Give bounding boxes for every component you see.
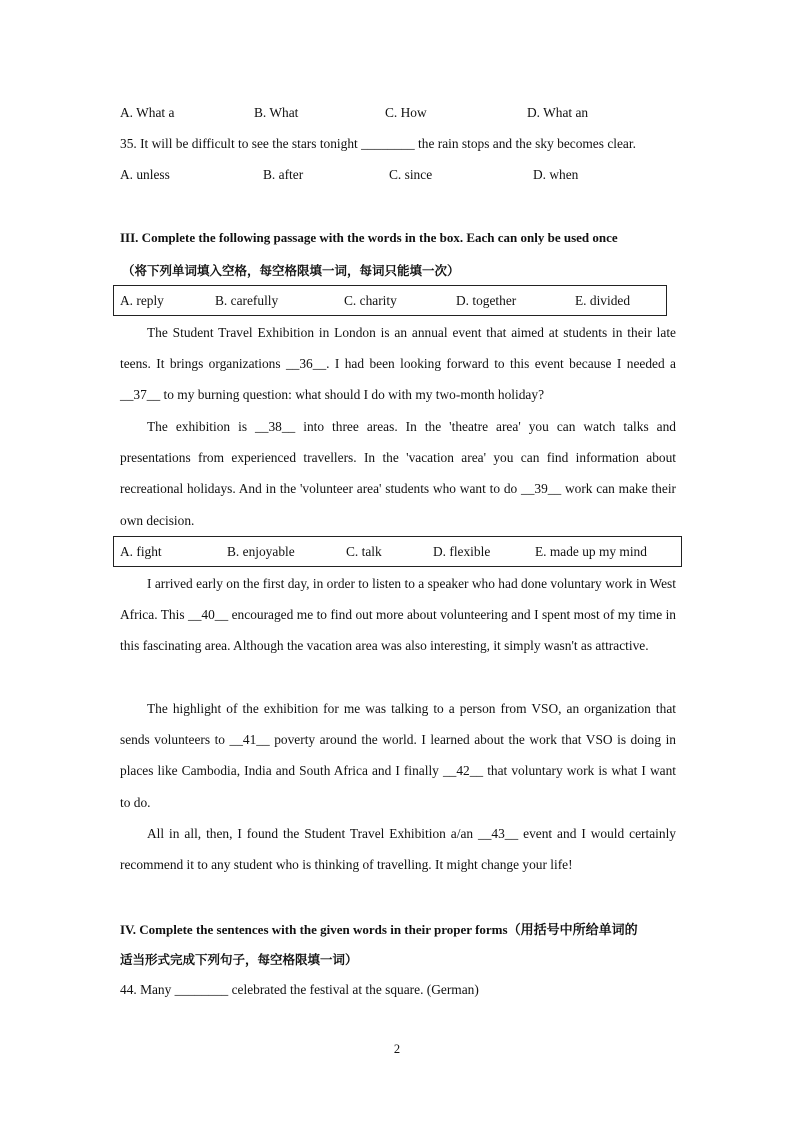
passage-paragraph-5: All in all, then, I found the Student Travel Exhibition a/an __43__ event and I would certainly recommend it to any student who is thinking of travelling. It might change your life! xyxy=(120,826,676,873)
passage-paragraph-1: The Student Travel Exhibition in London is an annual event that aimed at students in their late teens. It brings organizations __36__. I had been looking forward to this event because I needed a __37__ to my burning question: what should I do with my two-month holiday? xyxy=(120,325,676,403)
word-box-2-option-d: D. flexible xyxy=(433,544,491,559)
passage-paragraph-4: The highlight of the exhibition for me was talking to a person from VSO, an organization that sends volunteers to __41__ poverty around the world. I learned about the work that VSO is doing in places like Cambodia, India and South Africa and I finally __42__ that voluntary work is what I want to do. xyxy=(120,701,676,810)
q44-sentence: 44. Many ________ celebrated the festival at the square. (German) xyxy=(120,982,479,997)
passage-paragraph-3: I arrived early on the first day, in order to listen to a speaker who had done voluntary work in West Africa. This __40__ encouraged me to find out more about volunteering and I spent most of my time in this fascinating area. Although the vacation area was also interesting, it simply wasn't as attractive. xyxy=(120,576,676,654)
word-box-1-option-c: C. charity xyxy=(344,293,397,308)
q34-option-b: B. What xyxy=(254,105,299,120)
q35-option-b: B. after xyxy=(263,167,304,182)
passage-paragraph-2: The exhibition is __38__ into three areas. In the 'theatre area' you can watch talks and presentations from experienced travellers. In the 'vacation area' you can find information about recreational holidays. And in the 'volunteer area' students who want to do __39__ work can make their own decision. xyxy=(120,419,676,528)
q34-option-a: A. What a xyxy=(120,105,175,120)
q35-stem: 35. It will be difficult to see the stars tonight ________ the rain stops and the sky becomes clear. xyxy=(120,136,636,151)
word-box-2-option-e: E. made up my mind xyxy=(535,544,647,559)
word-box-1-option-d: D. together xyxy=(456,293,517,308)
section3-heading-cn: （将下列单词填入空格，每空格限填一词，每词只能填一次） xyxy=(122,263,460,278)
q34-option-d: D. What an xyxy=(527,105,589,120)
word-box-2 xyxy=(113,536,682,567)
section4-heading-line2: 适当形式完成下列句子，每空格限填一词） xyxy=(120,952,358,967)
word-box-1 xyxy=(113,285,667,316)
word-box-1-option-e: E. divided xyxy=(575,293,631,308)
word-box-1-option-b: B. carefully xyxy=(215,293,279,308)
word-box-1-option-a: A. reply xyxy=(120,293,164,308)
word-box-2-option-b: B. enjoyable xyxy=(227,544,295,559)
page-number: 2 xyxy=(393,1042,401,1056)
section3-heading: III. Complete the following passage with the words in the box. Each can only be used once xyxy=(120,230,618,245)
word-box-2-option-c: C. talk xyxy=(346,544,382,559)
section4-heading-line1: IV. Complete the sentences with the given words in their proper forms（用括号中所给单词的 xyxy=(120,922,638,937)
q34-option-c: C. How xyxy=(385,105,427,120)
word-box-2-option-a: A. fight xyxy=(120,544,162,559)
q35-option-a: A. unless xyxy=(120,167,170,182)
q35-option-c: C. since xyxy=(389,167,433,182)
q35-option-d: D. when xyxy=(533,167,579,182)
